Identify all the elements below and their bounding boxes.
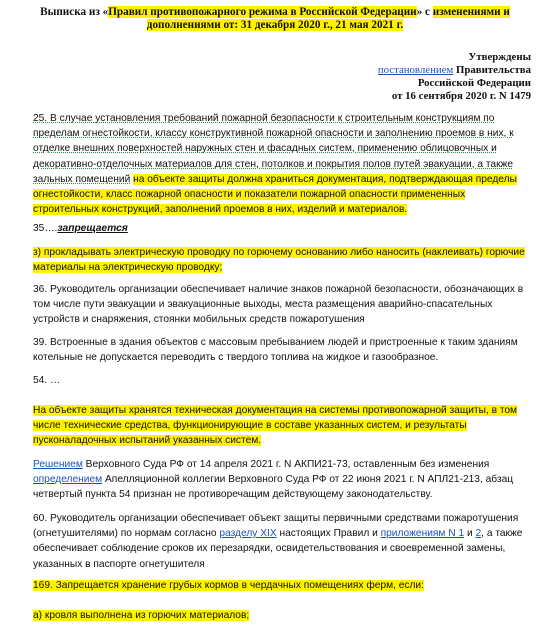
court-text-2: Апелляционной коллегии Верховного Суда РФ от 22 июня 2021 г. N АПЛ21-213, абзац четвертый пункта 54 признан не противоречащим действующему законодательству. [33, 474, 514, 501]
court-text-1: Верховного Суда РФ от 14 апреля 2021 г. N АКПИ21-73, оставленным без изменения [82, 459, 490, 470]
paragraph-54 [33, 373, 533, 388]
paragraph-35-z [33, 245, 533, 275]
approval-line2 [301, 64, 531, 77]
paragraph-60-text-1: 60. Руководитель организации обеспечивает объект защиты первичными средствами пожаротушения (огнетушителями) по нормам согласно [33, 513, 519, 540]
paragraph-25-text: 25. В случае установления требований пожарной безопасности к строительным конструкциям по пределам огнестойкости, классу конструктивной пожарной опасности и заполнению проемов в них, к отделке внешних поверхностей наружных стен и фасадных систем, применению облицовочных и декоративно-отделочных материалов для стен, потолков и покрытия полов путей эвакуации, а также зальных помещений [33, 113, 514, 185]
paragraph-60-text-4: , а также обеспечивает соблюдение сроков их перезарядки, освидетельствования и своевременной замены, указанных в паспорте огнетушителя [33, 528, 523, 570]
approval-line2-rest: Правительства [455, 64, 531, 76]
ruling-link[interactable]: определением [33, 474, 103, 486]
paragraph-35-z-text: з) прокладывать электрическую проводку по горючему основанию либо наносить (наклеивать) горючие материалы на электрическую проводку; [33, 247, 525, 274]
appendix-1-link[interactable]: приложениям N 1 [380, 528, 465, 540]
paragraph-39 [33, 335, 533, 365]
title-mid: » с [416, 6, 430, 18]
paragraph-169-text: 169. Запрещается хранение грубых кормов в чердачных помещениях ферм, если: [33, 580, 424, 591]
paragraph-169 [33, 578, 533, 593]
section-xix-link[interactable]: разделу XIX [219, 528, 277, 540]
paragraph-169-a [33, 608, 533, 623]
paragraph-36 [33, 282, 533, 328]
paragraph-60 [33, 511, 533, 572]
paragraph-169-a-text: а) кровля выполнена из горючих материалов; [33, 610, 250, 621]
approval-line3: Российской Федерации [417, 77, 531, 89]
paragraph-35-num: 35…. [33, 223, 58, 234]
approval-line1: Утверждены [468, 51, 531, 63]
document-title [40, 6, 510, 32]
paragraph-25 [33, 111, 533, 217]
paragraph-54-text: 54. … [33, 375, 61, 386]
paragraph-54-highlight-text: На объекте защиты хранятся техническая документация на системы противопожарной защиты, в том числе технические средства, функционирующие в составе указанных систем, и результаты пусконаладочных испытаний указанных систем. [33, 405, 518, 447]
approval-line4: от 16 сентября 2020 г. N 1479 [391, 90, 531, 102]
paragraph-54-highlight [33, 403, 533, 449]
court-decision [33, 457, 533, 503]
paragraph-25-highlight: на объекте защиты должна храниться документация, подтверждающая пределы огнестойкости, класс пожарной опасности и показатели пожарной опасности примененных строительных конструкций, заполнений проемов в них, изделий и материалов. [33, 173, 517, 216]
paragraph-35-word: запрещается [57, 223, 128, 234]
decision-link[interactable]: Решением [33, 459, 83, 470]
paragraph-60-text-2: настоящих Правил и [276, 528, 381, 540]
paragraph-60-text-3: и [464, 528, 476, 540]
title-rules-name: Правил противопожарного режима в Российской Федерации [108, 6, 417, 18]
paragraph-36-text: 36. Руководитель организации обеспечивает наличие знаков пожарной безопасности, обозначающих в том числе пути эвакуации и эвакуационные выходы, места размещения аварийно-спасательных устройств и снаряжения, стоянки мобильных средств пожаротушения [33, 284, 524, 326]
paragraph-39-text: 39. Встроенные в здания объектов с массовым пребыванием людей и пристроенные к таким зданиям котельные не допускается переводить с твердого топлива на жидкое и газообразное. [33, 337, 518, 364]
paragraph-35 [33, 221, 533, 236]
appendix-2-link[interactable]: 2 [475, 528, 482, 540]
approval-block [301, 51, 531, 103]
title-prefix: Выписка из « [40, 6, 109, 18]
resolution-link[interactable]: постановлением [377, 64, 454, 76]
title-changes: изменениями и дополнениями от: 31 декабря 2020 г., 21 мая 2021 г. [146, 6, 510, 31]
